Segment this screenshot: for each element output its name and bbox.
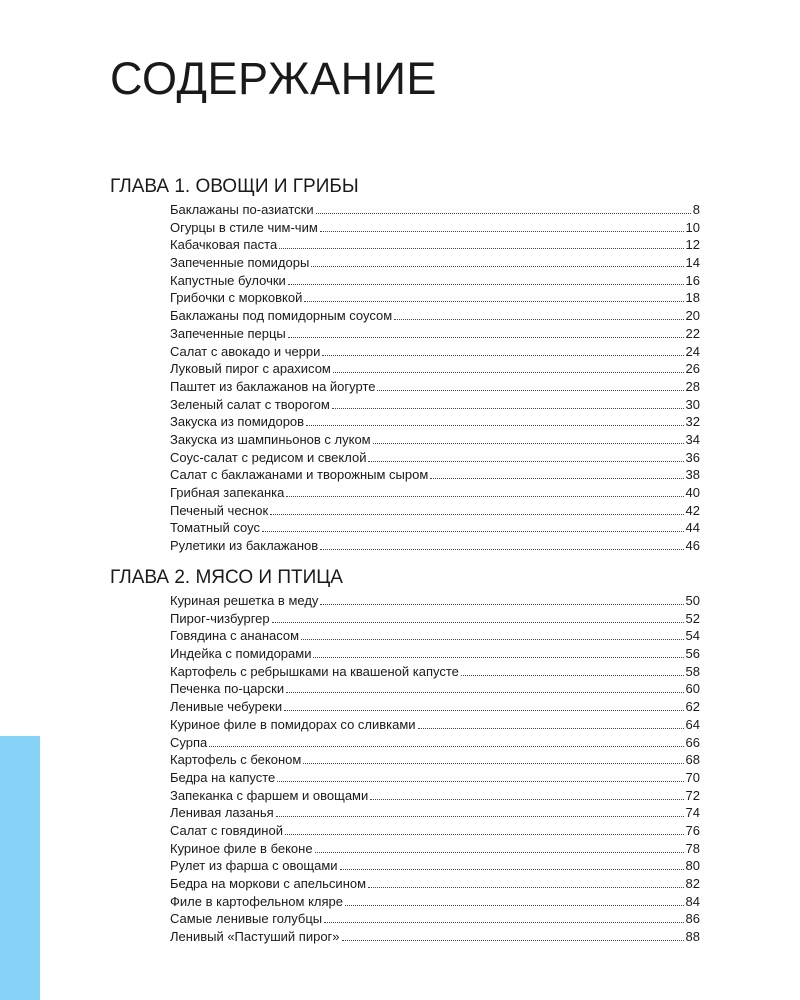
toc-entry-name: Печенка по-царски	[170, 681, 285, 697]
toc-entry-name: Кабачковая паста	[170, 237, 278, 253]
toc-entry-name: Сурпа	[170, 734, 208, 750]
toc-entry[interactable]	[170, 254, 700, 272]
dot-leader	[377, 390, 683, 391]
toc-entry-name: Соус-салат с редисом и свеклой	[170, 449, 367, 465]
toc-entry-page-number: 50	[685, 593, 700, 608]
toc-entry-page-number: 52	[685, 610, 700, 626]
chapter-title: ГЛАВА 2. МЯСО И ПТИЦА	[110, 567, 343, 588]
toc-entry[interactable]	[170, 396, 700, 414]
toc-entry-name: Зеленый салат с творогом	[170, 396, 330, 412]
dot-leader	[303, 763, 683, 764]
toc-entry-page-number: 22	[685, 325, 700, 341]
toc-entry-page-number: 62	[685, 699, 700, 715]
dot-leader	[332, 408, 684, 409]
toc-entry-name: Филе в картофельном кляре	[170, 893, 344, 909]
toc-entry[interactable]	[170, 716, 700, 734]
toc-entry-name: Луковый пирог с арахисом	[170, 361, 331, 377]
dot-leader	[320, 604, 683, 605]
toc-entry-name: Грибочки с морковкой	[170, 290, 303, 306]
toc-entry[interactable]	[170, 751, 700, 769]
dot-leader	[286, 496, 683, 497]
toc-entry-page-number: 86	[685, 911, 700, 927]
side-accent-bar	[0, 736, 40, 1000]
dot-leader	[277, 781, 683, 782]
toc-entry-name: Закуска из помидоров	[170, 414, 305, 430]
toc-entry-name: Самые ленивые голубцы	[170, 911, 323, 927]
toc-entry-page-number: 68	[685, 752, 700, 768]
toc-entry-page-number: 36	[685, 449, 700, 465]
toc-entry-name: Томатный соус	[170, 520, 260, 536]
toc-entry[interactable]	[170, 484, 700, 502]
toc-entry-page-number: 42	[685, 502, 700, 518]
toc-entry[interactable]	[170, 875, 700, 893]
toc-entry-name: Говядина с ананасом	[170, 628, 300, 644]
toc-entry[interactable]	[170, 219, 700, 237]
toc-entry-name: Бедра на капусте	[170, 769, 276, 785]
toc-entry[interactable]	[170, 201, 700, 219]
toc-entry-page-number: 76	[685, 822, 700, 838]
toc-entry-name: Баклажаны под помидорным соусом	[170, 308, 393, 324]
toc-entry-name: Салат с авокадо и черри	[170, 343, 321, 359]
toc-entry-page-number: 14	[685, 255, 700, 271]
toc-entry-name: Ленивые чебуреки	[170, 699, 283, 715]
toc-entry[interactable]	[170, 272, 700, 290]
dot-leader	[315, 852, 684, 853]
toc-entry-name: Куриное филе в беконе	[170, 840, 313, 856]
dot-leader	[311, 266, 683, 267]
toc-entry-page-number: 44	[685, 520, 700, 536]
dot-leader	[270, 514, 683, 515]
dot-leader	[418, 728, 684, 729]
toc-entry-page-number: 16	[685, 272, 700, 288]
toc-entry[interactable]	[170, 378, 700, 396]
toc-entry-name: Куриная решетка в меду	[170, 593, 319, 608]
dot-leader	[368, 887, 683, 888]
dot-leader	[306, 425, 683, 426]
toc-entry-page-number: 82	[685, 876, 700, 891]
dot-leader	[368, 461, 683, 462]
dot-leader	[320, 231, 684, 232]
dot-leader	[430, 478, 683, 479]
toc-entry[interactable]	[170, 627, 700, 645]
chapter-section	[110, 175, 700, 555]
chapter-title: ГЛАВА 1. ОВОЩИ И ГРИБЫ	[110, 176, 359, 197]
toc-entry[interactable]	[170, 343, 700, 361]
toc-entry[interactable]	[170, 680, 700, 698]
toc-entry[interactable]	[170, 857, 700, 875]
toc-entry-page-number: 80	[685, 858, 700, 874]
toc-entry-page-number: 46	[685, 538, 700, 554]
dot-leader	[284, 710, 683, 711]
dot-leader	[461, 675, 684, 676]
toc-entry[interactable]	[170, 787, 700, 805]
toc-entry-name: Запеченные перцы	[170, 325, 286, 341]
page-title: СОДЕРЖАНИЕ	[110, 53, 437, 104]
toc-entry[interactable]	[170, 910, 700, 928]
toc-entry[interactable]	[170, 413, 700, 431]
toc-entry[interactable]	[170, 325, 700, 343]
toc-list	[110, 592, 700, 946]
dot-leader	[313, 657, 683, 658]
toc-entry-name: Запеченные помидоры	[170, 255, 310, 271]
toc-entry-name: Паштет из баклажанов на йогурте	[170, 378, 376, 394]
toc-entry-page-number: 34	[685, 431, 700, 447]
toc-entry[interactable]	[170, 466, 700, 484]
toc-entry-page-number: 38	[685, 467, 700, 483]
toc-entry[interactable]	[170, 610, 700, 628]
toc-entry-page-number: 78	[685, 840, 700, 856]
toc-entry-page-number: 58	[685, 663, 700, 679]
dot-leader	[333, 372, 684, 373]
toc-entry-name: Закуска из шампиньонов с луком	[170, 431, 371, 447]
toc-entry-name: Печеный чеснок	[170, 502, 269, 518]
dot-leader	[279, 248, 683, 249]
toc-entry-name: Куриное филе в помидорах со сливками	[170, 716, 416, 732]
dot-leader	[316, 213, 691, 214]
toc-entry[interactable]	[170, 645, 700, 663]
toc-entry[interactable]	[170, 307, 700, 325]
toc-entry[interactable]	[170, 502, 700, 520]
toc-entry-name: Грибная запеканка	[170, 485, 285, 500]
toc-entry-page-number: 18	[685, 290, 700, 306]
toc-entry-name: Салат с баклажанами и творожным сыром	[170, 467, 429, 483]
toc-entry-name: Рулетики из баклажанов	[170, 538, 319, 554]
toc-entry[interactable]	[170, 698, 700, 716]
toc-entry-page-number: 30	[685, 396, 700, 412]
toc-entry-page-number: 20	[685, 308, 700, 324]
toc-entry[interactable]	[170, 431, 700, 449]
toc-entry-page-number: 70	[685, 769, 700, 785]
toc-entry-name: Рулет из фарша с овощами	[170, 858, 338, 874]
dot-leader	[288, 284, 684, 285]
toc-entry-page-number: 28	[685, 378, 700, 394]
toc-entry[interactable]	[170, 893, 700, 911]
toc-entry-name: Баклажаны по-азиатски	[170, 202, 314, 217]
toc-entry-page-number: 66	[685, 734, 700, 750]
toc-entry-page-number: 54	[685, 628, 700, 644]
toc-entry-page-number: 88	[685, 929, 700, 945]
toc-entry-name: Картофель с ребрышками на квашеной капусте	[170, 663, 459, 679]
toc-entry[interactable]	[170, 360, 700, 378]
toc-entry[interactable]	[170, 289, 700, 307]
dot-leader	[209, 746, 683, 747]
toc-entry-name: Ленивая лазанья	[170, 805, 274, 821]
toc-entry-page-number: 12	[685, 237, 700, 253]
toc-entry-page-number: 24	[685, 343, 700, 359]
toc-entry[interactable]	[170, 537, 700, 555]
dot-leader	[285, 834, 684, 835]
dot-leader	[324, 922, 683, 923]
toc-entry[interactable]	[170, 663, 700, 681]
toc-entry-name: Огурцы в стиле чим-чим	[170, 219, 318, 235]
toc-entry-page-number: 74	[685, 805, 700, 821]
toc-entry-name: Пирог-чизбургер	[170, 610, 270, 626]
toc-entry-page-number: 56	[685, 646, 700, 662]
toc-entry[interactable]	[170, 449, 700, 467]
toc-entry[interactable]	[170, 769, 700, 787]
dot-leader	[288, 337, 684, 338]
toc-entry-page-number: 64	[685, 716, 700, 732]
toc-list	[110, 201, 700, 555]
toc-entry[interactable]	[170, 928, 700, 946]
toc-entry-name: Запеканка с фаршем и овощами	[170, 787, 369, 803]
dot-leader	[340, 869, 684, 870]
chapter-section	[110, 566, 700, 946]
toc-entry[interactable]	[170, 236, 700, 254]
toc-entry-page-number: 32	[685, 414, 700, 430]
toc-entry-name: Салат с говядиной	[170, 822, 283, 838]
toc-entry-name: Капустные булочки	[170, 272, 286, 288]
dot-leader	[342, 940, 684, 941]
toc-entry-name: Индейка с помидорами	[170, 646, 312, 662]
dot-leader	[345, 905, 684, 906]
toc-entry-name: Картофель с беконом	[170, 752, 302, 768]
toc-entry-page-number: 72	[685, 787, 700, 803]
toc-entry-page-number: 26	[685, 361, 700, 377]
toc-entry[interactable]	[170, 734, 700, 752]
toc-entry-page-number: 84	[685, 893, 700, 909]
toc-entry-name: Бедра на моркови с апельсином	[170, 876, 367, 891]
toc-entry[interactable]	[170, 804, 700, 822]
dot-leader	[276, 816, 684, 817]
toc-entry[interactable]	[170, 592, 700, 610]
dot-leader	[370, 799, 683, 800]
toc-entry[interactable]	[170, 822, 700, 840]
toc-entry[interactable]	[170, 840, 700, 858]
toc-entry[interactable]	[170, 519, 700, 537]
dot-leader	[304, 301, 683, 302]
dot-leader	[394, 319, 683, 320]
dot-leader	[272, 622, 684, 623]
toc-entry-page-number: 10	[685, 219, 700, 235]
toc-entry-name: Ленивый «Пастуший пирог»	[170, 929, 340, 945]
dot-leader	[322, 355, 683, 356]
toc-entry-page-number: 60	[685, 681, 700, 697]
dot-leader	[301, 639, 683, 640]
toc-entry-page-number: 8	[692, 202, 700, 217]
dot-leader	[373, 443, 684, 444]
toc-entry-page-number: 40	[685, 485, 700, 500]
dot-leader	[286, 692, 683, 693]
dot-leader	[262, 531, 684, 532]
dot-leader	[320, 549, 683, 550]
